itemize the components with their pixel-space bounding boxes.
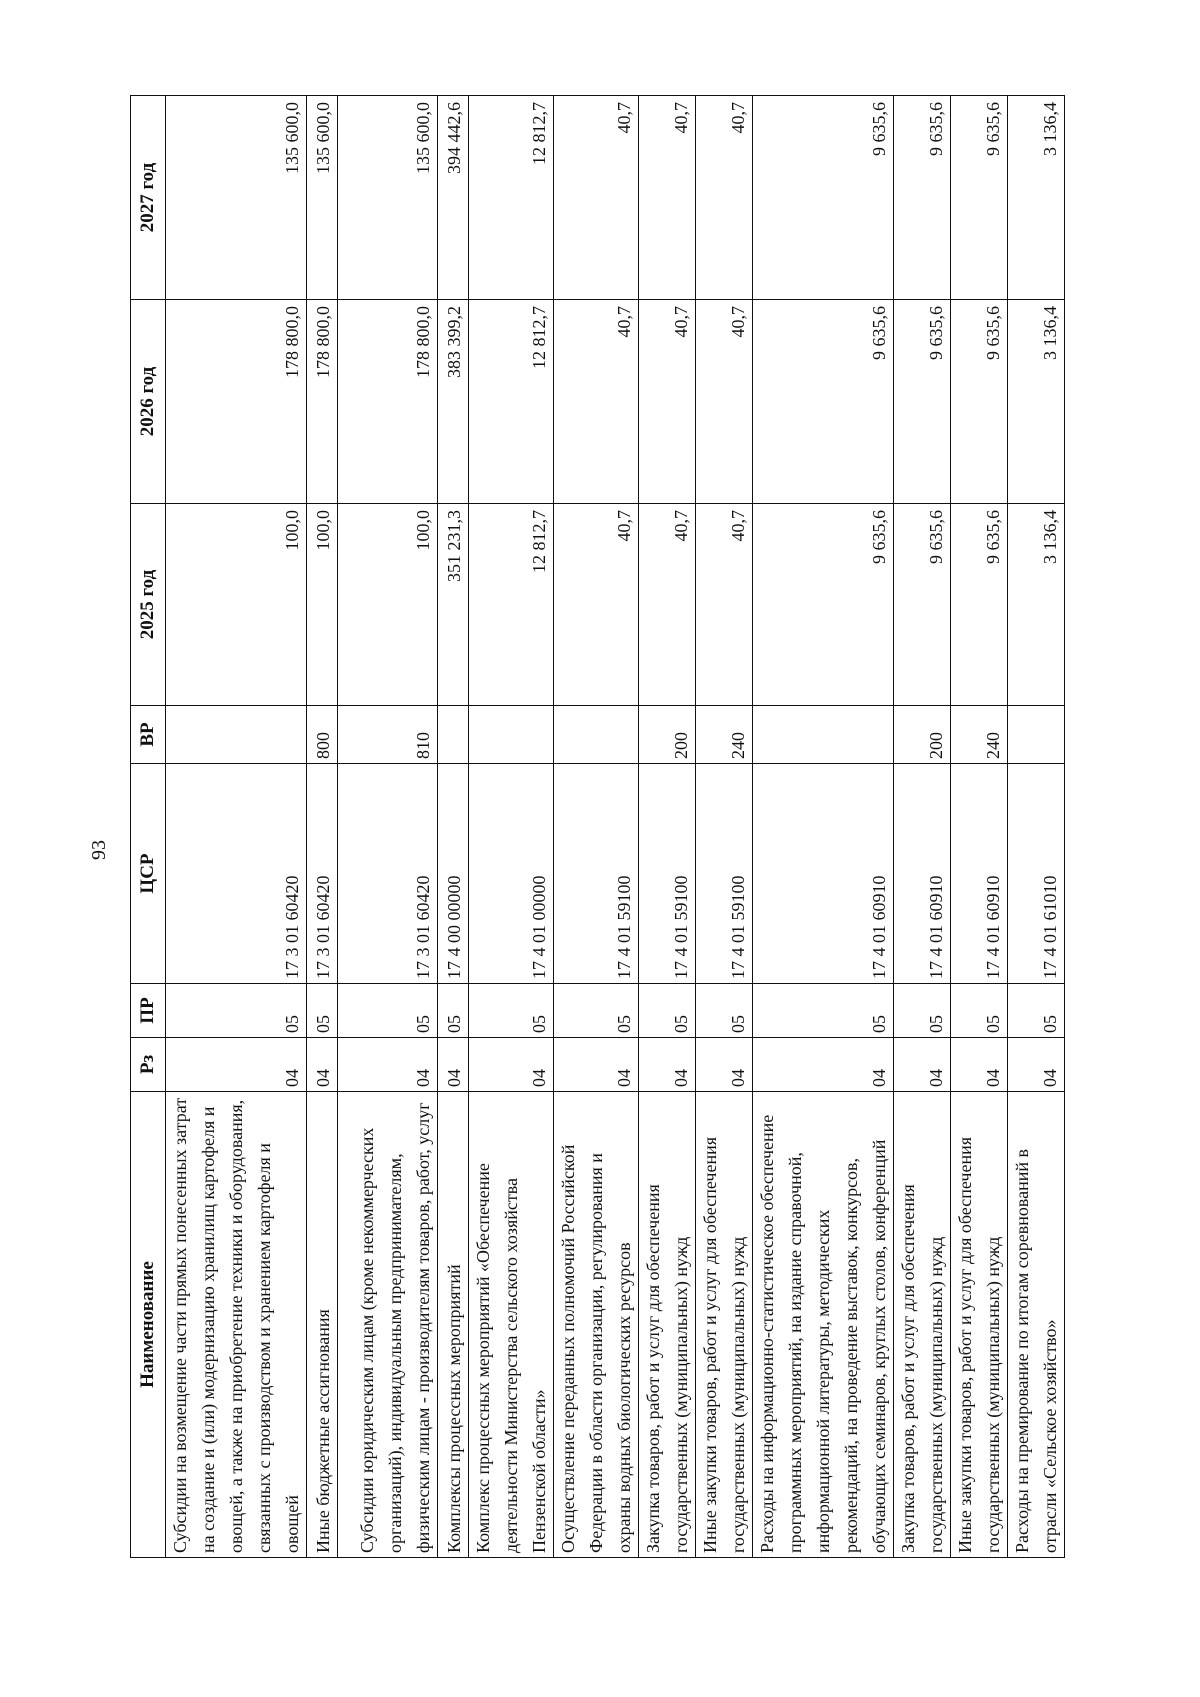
cell-pr: 05 bbox=[554, 984, 639, 1038]
cell-vr: 200 bbox=[639, 706, 696, 764]
cell-2025: 351 231,3 bbox=[438, 504, 469, 706]
cell-name: Комплексы процессных мероприятий bbox=[438, 1092, 469, 1558]
table-row bbox=[554, 96, 639, 1558]
cell-2027: 40,7 bbox=[639, 96, 696, 300]
cell-vr bbox=[1008, 706, 1065, 764]
cell-name: Иные закупки товаров, работ и услуг для обеспечения государственных (муниципальных) нужд bbox=[951, 1092, 1008, 1558]
table-row bbox=[469, 96, 554, 1558]
cell-rz: 04 bbox=[753, 1038, 894, 1092]
cell-2025: 40,7 bbox=[696, 504, 753, 706]
header-name: Наименование bbox=[131, 1092, 166, 1558]
table-header-row bbox=[131, 96, 166, 1558]
cell-2026: 40,7 bbox=[639, 300, 696, 504]
cell-csr: 17 4 01 61010 bbox=[1008, 764, 1065, 984]
cell-2027: 12 812,7 bbox=[469, 96, 554, 300]
cell-rz: 04 bbox=[438, 1038, 469, 1092]
cell-name: Расходы на информационно-статистическое обеспечение программных мероприятий, на издание справочной, информационной литературы, методических рекомендаций, на проведение выставок, конкурсов, обучающих семинаров, круглых столов, конференций bbox=[753, 1092, 894, 1558]
cell-rz: 04 bbox=[307, 1038, 338, 1092]
cell-2027: 40,7 bbox=[554, 96, 639, 300]
cell-2025: 40,7 bbox=[554, 504, 639, 706]
cell-2026: 9 635,6 bbox=[753, 300, 894, 504]
header-2027: 2027 год bbox=[131, 96, 166, 300]
table-row bbox=[338, 96, 438, 1558]
cell-2025: 100,0 bbox=[166, 504, 307, 706]
cell-2025: 9 635,6 bbox=[753, 504, 894, 706]
cell-pr: 05 bbox=[338, 984, 438, 1038]
table-row bbox=[438, 96, 469, 1558]
cell-csr: 17 4 01 60910 bbox=[894, 764, 951, 984]
cell-rz: 04 bbox=[894, 1038, 951, 1092]
cell-2025: 9 635,6 bbox=[951, 504, 1008, 706]
cell-csr: 17 3 01 60420 bbox=[166, 764, 307, 984]
cell-name: Осуществление переданных полномочий Российской Федерации в области организации, регулирования и охраны водных биологических ресурсов bbox=[554, 1092, 639, 1558]
cell-2026: 178 800,0 bbox=[307, 300, 338, 504]
cell-2025: 100,0 bbox=[307, 504, 338, 706]
cell-pr: 05 bbox=[307, 984, 338, 1038]
cell-2027: 135 600,0 bbox=[338, 96, 438, 300]
cell-pr: 05 bbox=[438, 984, 469, 1038]
cell-2026: 383 399,2 bbox=[438, 300, 469, 504]
cell-2025: 3 136,4 bbox=[1008, 504, 1065, 706]
cell-2027: 9 635,6 bbox=[951, 96, 1008, 300]
cell-rz: 04 bbox=[1008, 1038, 1065, 1092]
cell-csr: 17 4 01 59100 bbox=[554, 764, 639, 984]
cell-name: Субсидии юридическим лицам (кроме некоммерческих организаций), индивидуальным предпринимателям, физическим лицам - производителям товаров, работ, услуг bbox=[338, 1092, 438, 1558]
cell-rz: 04 bbox=[338, 1038, 438, 1092]
table-row bbox=[951, 96, 1008, 1558]
cell-rz: 04 bbox=[554, 1038, 639, 1092]
header-2025: 2025 год bbox=[131, 504, 166, 706]
cell-2026: 178 800,0 bbox=[338, 300, 438, 504]
cell-vr bbox=[166, 706, 307, 764]
cell-2027: 9 635,6 bbox=[894, 96, 951, 300]
cell-2027: 135 600,0 bbox=[307, 96, 338, 300]
cell-csr: 17 4 01 59100 bbox=[696, 764, 753, 984]
header-rz: Рз bbox=[131, 1038, 166, 1092]
budget-table bbox=[130, 95, 1065, 1558]
cell-vr bbox=[469, 706, 554, 764]
cell-vr: 240 bbox=[951, 706, 1008, 764]
cell-2026: 9 635,6 bbox=[951, 300, 1008, 504]
cell-vr: 810 bbox=[338, 706, 438, 764]
cell-pr: 05 bbox=[696, 984, 753, 1038]
cell-2027: 394 442,6 bbox=[438, 96, 469, 300]
cell-2026: 40,7 bbox=[696, 300, 753, 504]
cell-rz: 04 bbox=[951, 1038, 1008, 1092]
cell-name: Закупка товаров, работ и услуг для обеспечения государственных (муниципальных) нужд bbox=[639, 1092, 696, 1558]
header-pr: ПР bbox=[131, 984, 166, 1038]
cell-pr: 05 bbox=[166, 984, 307, 1038]
cell-name: Субсидии на возмещение части прямых понесенных затрат на создание и (или) модернизацию хранилищ картофеля и овощей, а также на приобретение техники и оборудования, связанных с производством и хранением картофеля и овощей bbox=[166, 1092, 307, 1558]
header-2026: 2026 год bbox=[131, 300, 166, 504]
cell-name: Расходы на премирование по итогам соревнований в отрасли «Сельское хозяйство» bbox=[1008, 1092, 1065, 1558]
cell-2027: 9 635,6 bbox=[753, 96, 894, 300]
cell-csr: 17 4 01 00000 bbox=[469, 764, 554, 984]
table-row bbox=[753, 96, 894, 1558]
cell-vr bbox=[554, 706, 639, 764]
cell-name: Иные бюджетные ассигнования bbox=[307, 1092, 338, 1558]
cell-2025: 9 635,6 bbox=[894, 504, 951, 706]
cell-2025: 12 812,7 bbox=[469, 504, 554, 706]
cell-csr: 17 4 01 59100 bbox=[639, 764, 696, 984]
table-row bbox=[166, 96, 307, 1558]
cell-vr: 240 bbox=[696, 706, 753, 764]
table-row bbox=[894, 96, 951, 1558]
cell-2026: 178 800,0 bbox=[166, 300, 307, 504]
table-row bbox=[1008, 96, 1065, 1558]
cell-2025: 40,7 bbox=[639, 504, 696, 706]
cell-pr: 05 bbox=[753, 984, 894, 1038]
cell-rz: 04 bbox=[166, 1038, 307, 1092]
cell-vr bbox=[753, 706, 894, 764]
cell-name: Иные закупки товаров, работ и услуг для обеспечения государственных (муниципальных) нужд bbox=[696, 1092, 753, 1558]
table-row bbox=[639, 96, 696, 1558]
cell-2025: 100,0 bbox=[338, 504, 438, 706]
cell-pr: 05 bbox=[1008, 984, 1065, 1038]
cell-vr: 200 bbox=[894, 706, 951, 764]
cell-pr: 05 bbox=[951, 984, 1008, 1038]
cell-csr: 17 4 00 00000 bbox=[438, 764, 469, 984]
cell-rz: 04 bbox=[639, 1038, 696, 1092]
cell-2027: 135 600,0 bbox=[166, 96, 307, 300]
cell-csr: 17 4 01 60910 bbox=[951, 764, 1008, 984]
header-vr: ВР bbox=[131, 706, 166, 764]
cell-name: Закупка товаров, работ и услуг для обеспечения государственных (муниципальных) нужд bbox=[894, 1092, 951, 1558]
cell-csr: 17 3 01 60420 bbox=[338, 764, 438, 984]
cell-rz: 04 bbox=[469, 1038, 554, 1092]
cell-2026: 40,7 bbox=[554, 300, 639, 504]
cell-name: Комплекс процессных мероприятий «Обеспечение деятельности Министерства сельского хозяйства Пензенской области» bbox=[469, 1092, 554, 1558]
cell-pr: 05 bbox=[894, 984, 951, 1038]
cell-pr: 05 bbox=[469, 984, 554, 1038]
header-csr: ЦСР bbox=[131, 764, 166, 984]
budget-table-container bbox=[130, 96, 1060, 1558]
cell-2026: 3 136,4 bbox=[1008, 300, 1065, 504]
cell-2026: 12 812,7 bbox=[469, 300, 554, 504]
cell-csr: 17 4 01 60910 bbox=[753, 764, 894, 984]
cell-csr: 17 3 01 60420 bbox=[307, 764, 338, 984]
page-number: 93 bbox=[88, 840, 110, 860]
cell-2026: 9 635,6 bbox=[894, 300, 951, 504]
cell-vr: 800 bbox=[307, 706, 338, 764]
cell-pr: 05 bbox=[639, 984, 696, 1038]
cell-2027: 3 136,4 bbox=[1008, 96, 1065, 300]
cell-rz: 04 bbox=[696, 1038, 753, 1092]
table-row bbox=[696, 96, 753, 1558]
table-row bbox=[307, 96, 338, 1558]
cell-2027: 40,7 bbox=[696, 96, 753, 300]
cell-vr bbox=[438, 706, 469, 764]
